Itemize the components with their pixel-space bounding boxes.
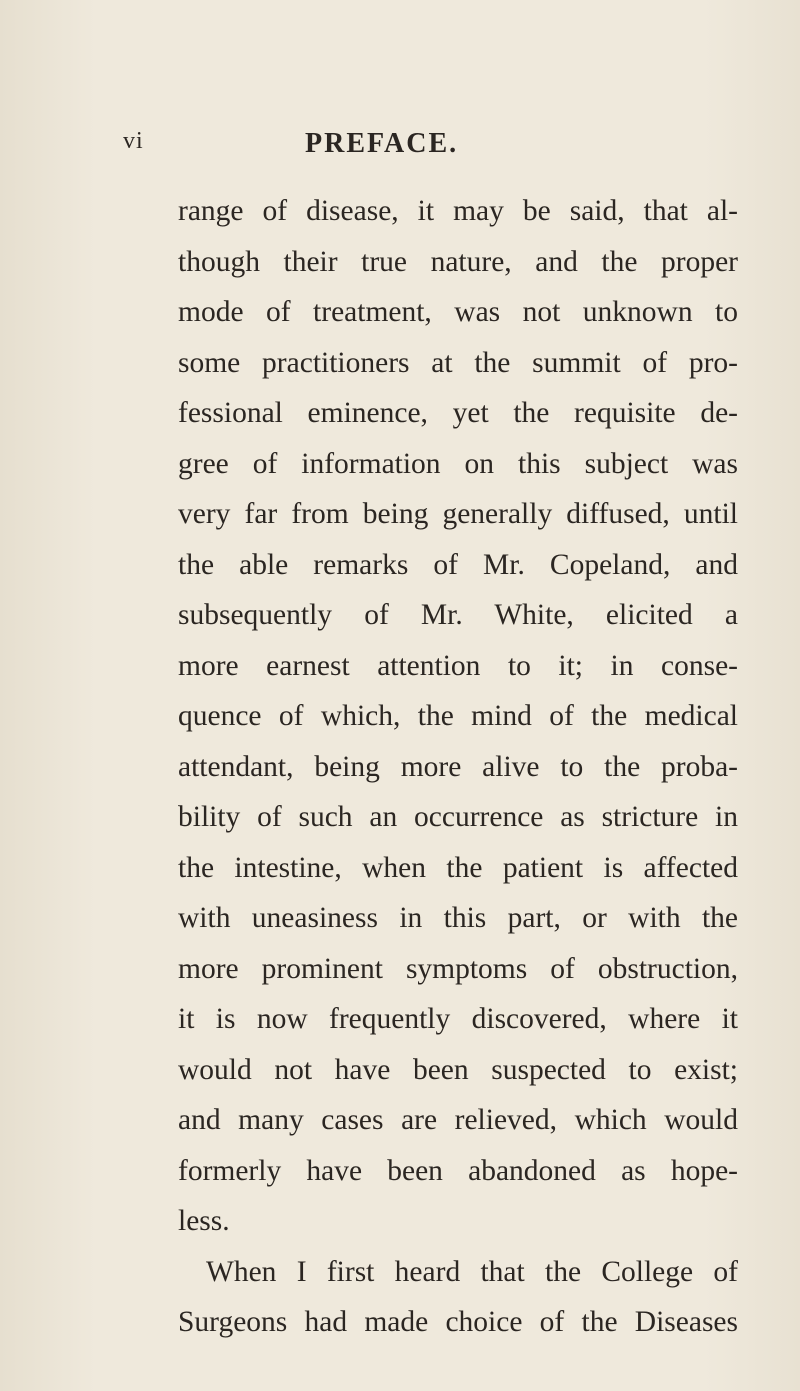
text-line: with uneasiness in this part, or with the [178,902,738,934]
text-line: mode of treatment, was not unknown to [178,296,738,328]
text-line: Surgeons had made choice of the Diseases [178,1306,738,1338]
text-line: would not have been suspected to exist; [178,1053,738,1086]
text-line: subsequently of Mr. White, elicited a [178,599,738,631]
text-line: though their true nature, and the proper [178,245,738,278]
body-text [178,186,738,1348]
text-line: more prominent symptoms of obstruction, [178,952,738,985]
text-line: it is now frequently discovered, where it [178,1003,738,1035]
text-line: fessional eminence, yet the requisite de- [178,397,738,429]
page-number: vi [123,128,144,154]
text-line: range of disease, it may be said, that al- [178,195,738,227]
text-line: formerly have been abandoned as hope- [178,1154,738,1187]
text-line: and many cases are relieved, which would [178,1104,738,1136]
text-line: some practitioners at the summit of pro- [178,346,738,379]
paragraph-start-line: When I first heard that the College of [206,1255,738,1288]
text-line: very far from being generally diffused, until [178,498,738,530]
text-line: more earnest attention to it; in conse- [178,649,738,682]
text-line: the able remarks of Mr. Copeland, and [178,548,738,581]
text-line: quence of which, the mind of the medical [178,700,738,732]
text-line: attendant, being more alive to the proba- [178,750,738,783]
running-head [0,128,800,168]
text-line: bility of such an occurrence as stricture in [178,801,738,833]
running-title: PREFACE. [305,128,459,159]
text-line: gree of information on this subject was [178,447,738,480]
text-line: the intestine, when the patient is affected [178,851,738,884]
paragraph-end-line: less. [178,1205,230,1237]
